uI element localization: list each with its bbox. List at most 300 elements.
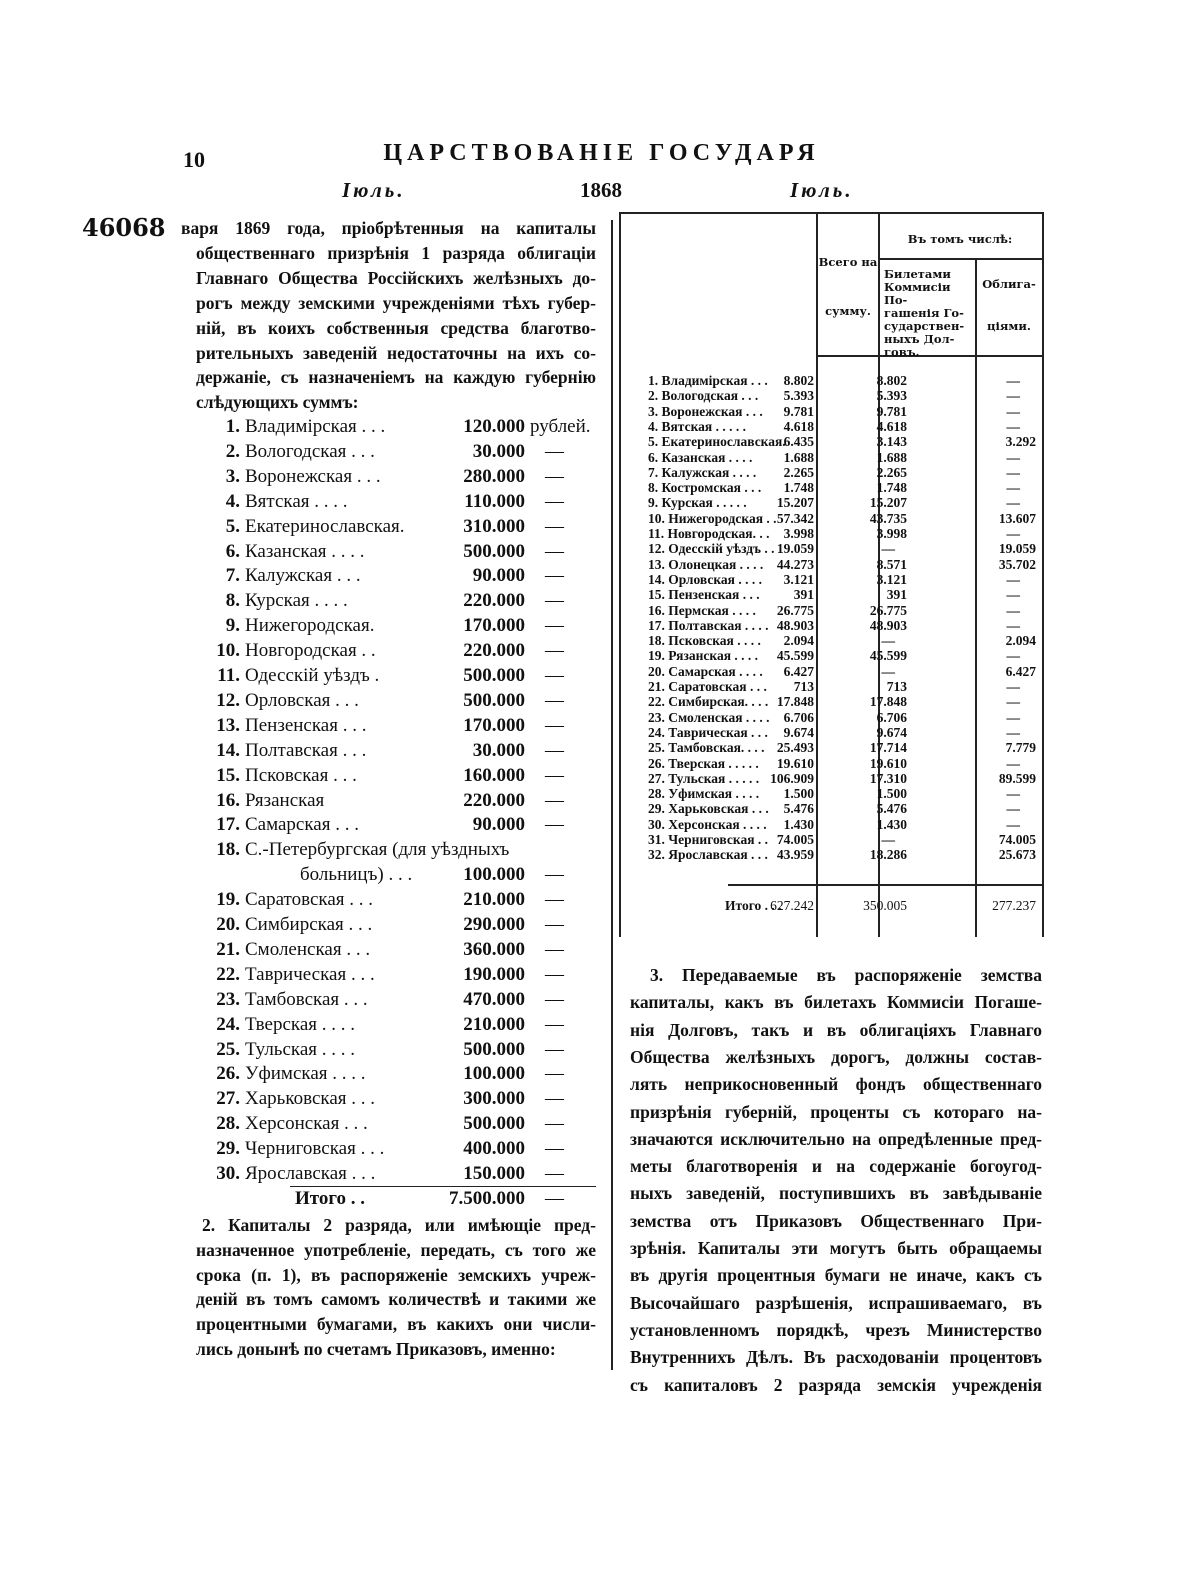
header-total-line2: сумму.: [825, 304, 871, 318]
row-tickets: 18.286: [869, 847, 907, 863]
table-row: [620, 847, 1040, 862]
row-total: 5.476: [783, 801, 814, 817]
item-name: Саратовская . . .: [245, 889, 374, 911]
item-amount: 310.000: [463, 515, 525, 537]
row-bonds: —: [1006, 571, 1020, 587]
item-unit: —: [545, 714, 564, 736]
item-number: 14.: [216, 739, 240, 761]
row-total: 2.265: [783, 464, 814, 480]
item-unit: —: [545, 1138, 564, 1160]
row-tickets: 17.848: [869, 694, 907, 710]
row-region: 22. Симбирская. . . .: [648, 694, 769, 710]
item-amount: 290.000: [463, 914, 525, 935]
row-region: 20. Самарская . . . .: [648, 663, 763, 679]
allocation-item: [190, 888, 610, 912]
row-region: 5. Екатеринославская.: [648, 434, 786, 450]
row-region: 25. Тамбовская. . . .: [648, 740, 765, 756]
table-row: [620, 633, 1040, 648]
item-amount: 120.000: [463, 416, 525, 437]
item-amount: 210.000: [463, 1013, 525, 1035]
item-name: Псковская . . .: [245, 764, 357, 786]
item-name: Курская . . . .: [245, 590, 348, 612]
allocation-item: [190, 465, 610, 489]
allocation-item: [190, 739, 610, 763]
intro-text-line: рогъ между земскими учрежденіями тѣхъ губер-: [196, 292, 596, 313]
intro-text-line: общественнаго призрѣнія 1 разряда облигаціи: [196, 242, 596, 263]
row-tickets: 3.998: [876, 526, 907, 541]
paragraph-3-line: съ капиталовъ 2 разряда земскія учрежденія: [630, 1374, 1042, 1395]
table-row: [620, 587, 1040, 602]
item-amount: 210.000: [463, 889, 525, 911]
paragraph-3-line: меты благотворенія и на содержаніе богоугод-: [630, 1156, 1042, 1177]
item-name: Вологодская . . .: [245, 440, 375, 462]
row-bonds: —: [1006, 617, 1020, 633]
row-bonds: 3.292: [1005, 434, 1036, 450]
item-unit: —: [545, 1013, 564, 1035]
item-unit: —: [545, 465, 564, 487]
row-region: 13. Олонецкая . . . .: [648, 556, 764, 572]
row-tickets: 9.781: [876, 403, 907, 419]
allocation-total: [190, 1187, 610, 1211]
paragraph-2-line: 2. Капиталы 2 разряда, или имѣющіе пред-: [202, 1214, 596, 1235]
item-name: С.-Петербургская (для уѣздныхъ: [245, 839, 510, 861]
allocation-item: [190, 614, 610, 638]
item-name: Черниговская . . .: [245, 1138, 385, 1160]
table-top-rule: [620, 212, 1044, 214]
item-unit: —: [545, 764, 564, 786]
row-region: 32. Ярославская . . .: [648, 847, 768, 863]
allocation-item: [190, 1112, 610, 1136]
row-tickets: 6.706: [876, 709, 907, 725]
row-region: 12. Одесскій уѣздъ . .: [648, 541, 775, 557]
item-amount: 470.000: [463, 988, 525, 1010]
item-unit: —: [545, 1063, 564, 1085]
item-unit: —: [545, 615, 564, 637]
row-region: 4. Вятская . . . . .: [648, 418, 746, 434]
item-unit: —: [545, 914, 564, 935]
table-row: [620, 664, 1040, 679]
item-number: 30.: [216, 1163, 240, 1184]
table-row: [620, 465, 1040, 480]
paragraph-3-line: капиталы, какъ въ билетахъ Коммисіи Погаше-: [630, 992, 1042, 1013]
paragraph-2-line: лись донынѣ по счетамъ Приказовъ, именно:: [196, 1338, 556, 1359]
item-number: 16.: [216, 789, 240, 811]
row-total: 5.393: [783, 388, 814, 404]
table-row: [620, 694, 1040, 709]
allocation-item: [190, 415, 610, 439]
row-tickets: 8.571: [876, 556, 907, 572]
item-amount: 160.000: [463, 764, 525, 786]
item-name: Тверская . . . .: [245, 1013, 356, 1035]
allocation-item: [190, 789, 610, 813]
item-number: 9.: [225, 615, 240, 637]
item-amount: 280.000: [463, 465, 525, 487]
intro-text-line: варя 1869 года, пріобрѣтенныя на капиталы: [181, 218, 596, 238]
item-number: 24.: [216, 1013, 240, 1035]
row-bonds: 89.599: [998, 770, 1036, 786]
row-region: 26. Тверская . . . . .: [648, 755, 759, 771]
table-total-rule: [728, 884, 1044, 886]
row-total: 43.959: [776, 847, 814, 863]
table-row: [620, 557, 1040, 572]
row-region: 9. Курская . . . . .: [648, 495, 747, 511]
item-unit: —: [545, 789, 564, 811]
allocation-item: [190, 639, 610, 663]
paragraph-3-line: лять неприкосновенный фондъ общественнаго: [630, 1074, 1042, 1095]
row-tickets: 8.802: [876, 373, 907, 388]
row-bonds: —: [1006, 602, 1020, 618]
allocation-item: [190, 938, 610, 962]
table-row: [620, 771, 1040, 786]
table-row: [620, 541, 1040, 556]
item-amount: 150.000: [463, 1163, 525, 1184]
row-total: 26.775: [776, 602, 814, 618]
allocation-item: [190, 540, 610, 564]
table-right-border: [1042, 212, 1044, 937]
row-bonds: —: [1006, 449, 1020, 465]
row-tickets: 391: [886, 587, 907, 603]
row-tickets: 15.207: [869, 495, 907, 511]
row-region: 27. Тульская . . . . .: [648, 770, 760, 786]
allocation-item: [190, 589, 610, 613]
total-bonds: 277.237: [992, 898, 1036, 913]
row-total: 6.706: [783, 709, 814, 725]
row-region: 29. Харьковская . . .: [648, 801, 769, 817]
row-bonds: —: [1006, 418, 1020, 434]
table-row: [620, 679, 1040, 694]
item-number: 5.: [225, 515, 240, 537]
item-amount: 220.000: [463, 590, 525, 612]
item-unit: —: [545, 440, 564, 462]
row-bonds: —: [1006, 755, 1020, 771]
item-name: Одесскій уѣздъ .: [245, 665, 380, 686]
header-bonds-line1: Облига-: [982, 277, 1036, 291]
table-row: [620, 725, 1040, 740]
item-unit: —: [545, 1113, 564, 1135]
row-tickets: 17.310: [869, 770, 907, 786]
row-tickets: —: [881, 832, 895, 847]
table-row: [620, 648, 1040, 663]
row-total: 1.430: [783, 816, 814, 832]
item-amount: 500.000: [463, 689, 525, 711]
row-tickets: —: [881, 541, 895, 557]
table-row: [620, 572, 1040, 587]
header-tickets-line: Билетами: [884, 267, 951, 281]
total-tickets: 350.005: [863, 898, 907, 913]
row-region: 30. Херсонская . . . .: [648, 816, 767, 832]
row-total: 8.802: [783, 373, 814, 388]
row-bonds: —: [1006, 694, 1020, 710]
item-number: 6.: [225, 540, 240, 562]
table-row: [620, 388, 1040, 403]
paragraph-3-line: ныхъ заведеній, поступившихъ въ завѣдываніе: [630, 1183, 1042, 1204]
item-number: 7.: [225, 565, 240, 587]
row-total: 4.618: [783, 418, 814, 434]
row-tickets: 3.143: [876, 434, 907, 450]
row-region: 3. Воронежская . . .: [648, 403, 763, 419]
header-tickets-line: ныхъ Дол-: [884, 332, 955, 346]
table-row: [620, 373, 1040, 388]
item-name: Самарская . . .: [245, 814, 359, 836]
paragraph-3-line: Общества желѣзныхъ дорогъ, должны состав-: [630, 1046, 1042, 1067]
row-region: 10. Нижегородская . .: [648, 510, 777, 526]
item-name: Смоленская . . .: [245, 938, 371, 960]
intro-text-line: ній, въ коихъ собственныя средства благотво-: [196, 317, 596, 338]
table-row: [620, 817, 1040, 832]
item-amount: 110.000: [464, 490, 525, 512]
allocation-item: [190, 838, 610, 886]
row-region: 18. Псковская . . . .: [648, 633, 761, 649]
allocation-item: [190, 515, 610, 539]
row-total: 44.273: [776, 556, 814, 572]
row-bonds: 74.005: [998, 832, 1036, 847]
header-tickets-line: гашенія Го-: [884, 306, 964, 320]
row-total: 15.207: [776, 495, 814, 511]
item-number: 10.: [216, 640, 240, 662]
table-row: [620, 495, 1040, 510]
table-row: [620, 603, 1040, 618]
header-tickets: [884, 268, 974, 359]
item-number: 26.: [216, 1063, 240, 1085]
row-total: 57.342: [776, 510, 814, 526]
item-number: 15.: [216, 764, 240, 786]
item-amount: 300.000: [463, 1088, 525, 1110]
item-number: 21.: [216, 938, 240, 960]
allocation-item: [190, 490, 610, 514]
item-number: 29.: [216, 1138, 240, 1160]
row-bonds: —: [1006, 495, 1020, 511]
item-amount: 500.000: [463, 1113, 525, 1135]
row-total: 106.909: [770, 770, 814, 786]
table-row: [620, 801, 1040, 816]
row-tickets: 1.430: [876, 816, 907, 832]
row-total: 6.427: [783, 663, 814, 679]
item-number: 18.: [216, 839, 240, 861]
item-name-continuation: больницъ) . . .: [300, 864, 413, 886]
item-number: 11.: [217, 665, 240, 686]
item-number: 23.: [216, 988, 240, 1010]
item-name: Владимірская . . .: [245, 416, 386, 437]
item-number: 17.: [216, 814, 240, 836]
item-name: Воронежская . . .: [245, 465, 381, 487]
row-bonds: 35.702: [998, 556, 1036, 572]
row-bonds: 6.427: [1005, 663, 1036, 679]
row-bonds: —: [1006, 388, 1020, 404]
row-tickets: 5.476: [876, 801, 907, 817]
row-tickets: —: [881, 633, 895, 649]
row-total: 1.500: [783, 786, 814, 802]
header-tickets-line: говъ.: [884, 345, 920, 359]
table-row: [620, 480, 1040, 495]
item-name: Казанская . . . .: [245, 540, 365, 562]
item-unit: —: [545, 988, 564, 1010]
allocation-item: [190, 913, 610, 937]
item-name: Херсонская . . .: [245, 1113, 368, 1135]
item-name: Тульская . . . .: [245, 1038, 356, 1060]
row-region: 28. Уфимская . . . .: [648, 786, 760, 802]
page-number: 10: [183, 147, 205, 172]
header-tickets-line: Коммисіи По-: [884, 280, 951, 307]
item-amount: 500.000: [463, 1038, 525, 1060]
row-total: 19.059: [776, 541, 814, 557]
item-name: Нижегородская.: [245, 615, 375, 637]
item-unit: —: [545, 739, 564, 761]
allocation-item: [190, 440, 610, 464]
row-total: 17.848: [776, 694, 814, 710]
header-total-line1: Всего на: [818, 255, 878, 269]
item-name: Ярославская . . .: [245, 1163, 376, 1184]
row-region: 16. Пермская . . . .: [648, 602, 756, 618]
paragraph-3-line: значаются исключительно на опредѣленные пред-: [630, 1128, 1042, 1149]
row-tickets: 43.735: [869, 510, 907, 526]
intro-text-line: Главнаго Общества Россійскихъ желѣзныхъ до-: [196, 267, 596, 288]
item-name: Вятская . . . .: [245, 490, 348, 512]
row-bonds: —: [1006, 724, 1020, 740]
item-unit: —: [545, 689, 564, 711]
row-tickets: 9.674: [876, 724, 907, 740]
allocation-item: [190, 689, 610, 713]
row-tickets: 4.618: [876, 418, 907, 434]
paragraph-3-line: Высочайшаго разрѣшенія, испрашиваемаго, въ: [630, 1292, 1042, 1313]
allocation-item: [190, 1013, 610, 1037]
item-name: Пензенская . . .: [245, 714, 367, 736]
item-number: 27.: [216, 1088, 240, 1110]
row-total: 3.998: [783, 526, 814, 541]
item-amount: 170.000: [463, 615, 525, 637]
row-region: 31. Черниговская . .: [648, 832, 768, 847]
row-total: 25.493: [776, 740, 814, 756]
allocation-item: [190, 1038, 610, 1062]
paragraph-3-line: земства отъ Приказовъ Общественнаго При-: [630, 1210, 1042, 1231]
allocation-item: [190, 764, 610, 788]
row-bonds: 13.607: [998, 510, 1036, 526]
row-bonds: —: [1006, 679, 1020, 694]
row-tickets: 3.121: [876, 571, 907, 587]
item-unit: —: [545, 1163, 564, 1184]
table-row: [620, 618, 1040, 633]
item-number: 25.: [216, 1038, 240, 1060]
item-unit: —: [545, 1088, 564, 1110]
paragraph-3-line: въ другія процентныя бумаги не иначе, какъ съ: [630, 1265, 1042, 1286]
item-number: 2.: [225, 440, 240, 462]
item-number: 4.: [225, 490, 240, 512]
paragraph-3-line: 3. Передаваемые въ распоряженіе земства: [650, 965, 1042, 985]
item-amount: 500.000: [463, 540, 525, 562]
paragraph-2-line: назначенное употребленіе, передать, съ того же: [196, 1239, 596, 1260]
item-name: Орловская . . .: [245, 689, 359, 711]
row-bonds: —: [1006, 373, 1020, 388]
allocation-item: [190, 988, 610, 1012]
item-unit: —: [545, 889, 564, 911]
row-bonds: —: [1006, 464, 1020, 480]
item-amount: 500.000: [463, 665, 525, 686]
item-number: 20.: [216, 914, 240, 935]
item-number: 22.: [216, 963, 240, 985]
row-region: 14. Орловская . . . .: [648, 571, 762, 587]
table-row: [620, 450, 1040, 465]
item-name: Екатеринославская.: [245, 515, 405, 537]
row-tickets: 48.903: [869, 617, 907, 633]
row-region: 2. Вологодская . . .: [648, 388, 759, 404]
item-unit: —: [545, 963, 564, 985]
header-bonds-line2: ціями.: [987, 319, 1031, 333]
item-unit: —: [545, 814, 564, 836]
item-name: Полтавская . . .: [245, 739, 367, 761]
allocation-item: [190, 1062, 610, 1086]
table-row: [620, 419, 1040, 434]
row-region: 1. Владимірская . . .: [648, 373, 768, 388]
row-region: 8. Костромская . . .: [648, 480, 762, 496]
table-row: [620, 404, 1040, 419]
row-bonds: —: [1006, 587, 1020, 603]
row-total: 9.674: [783, 724, 814, 740]
item-amount: 30.000: [472, 739, 525, 761]
item-number: 12.: [216, 689, 240, 711]
total-label: Итого . .: [295, 1187, 366, 1209]
total-unit: —: [545, 1187, 564, 1209]
row-tickets: 1.688: [876, 449, 907, 465]
row-bonds: —: [1006, 801, 1020, 817]
row-region: 11. Новгородская. . .: [648, 526, 770, 541]
item-amount: 400.000: [463, 1138, 525, 1160]
row-total: 6.435: [783, 434, 814, 450]
item-name: Калужская . . .: [245, 565, 361, 587]
table-row: [620, 740, 1040, 755]
row-region: 6. Казанская . . . .: [648, 449, 753, 465]
row-total: 713: [793, 679, 814, 694]
item-amount: 220.000: [463, 640, 525, 662]
item-name: Уфимская . . . .: [245, 1063, 366, 1085]
paragraph-3-line: нія Долговъ, такъ и въ облигаціяхъ Главнаго: [630, 1019, 1042, 1040]
item-amount: 90.000: [472, 814, 525, 836]
row-tickets: 1.500: [876, 786, 907, 802]
allocation-item: [190, 664, 610, 688]
row-region: 19. Рязанская . . . .: [648, 648, 759, 664]
row-total: 45.599: [776, 648, 814, 664]
item-amount: 170.000: [463, 714, 525, 736]
row-tickets: 2.265: [876, 464, 907, 480]
allocation-item: [190, 813, 610, 837]
item-unit: —: [545, 640, 564, 662]
table-row: [620, 710, 1040, 725]
table-row: [620, 756, 1040, 771]
row-tickets: 5.393: [876, 388, 907, 404]
month-right: Іюль.: [790, 178, 854, 202]
allocation-item: [190, 564, 610, 588]
item-name: Рязанская: [245, 789, 325, 811]
paragraph-2-line: срока (п. 1), въ распоряженіе земскихъ учреж-: [196, 1264, 596, 1285]
row-bonds: —: [1006, 648, 1020, 664]
row-total: 391: [793, 587, 814, 603]
table-row: [620, 511, 1040, 526]
intro-text-line: слѣдующихъ суммъ:: [196, 392, 359, 413]
row-region: 21. Саратовская . . .: [648, 679, 767, 694]
item-name: Симбирская . . .: [245, 914, 373, 935]
row-tickets: 1.748: [876, 480, 907, 496]
item-unit: —: [545, 665, 564, 686]
month-left: Іюль.: [342, 178, 406, 202]
document-number: 46068: [82, 213, 166, 242]
row-bonds: —: [1006, 816, 1020, 832]
table-row: [620, 526, 1040, 541]
paragraph-3-line: установленномъ порядкѣ, чрезъ Министерство: [630, 1319, 1042, 1340]
table-row: [620, 434, 1040, 449]
paragraph-2-line: процентными бумагами, въ какихъ они числи-: [196, 1314, 596, 1335]
item-unit: —: [545, 540, 564, 562]
header-tickets-line: сударствен-: [884, 319, 965, 333]
allocation-item: [190, 1162, 610, 1186]
item-amount: 30.000: [472, 440, 525, 462]
